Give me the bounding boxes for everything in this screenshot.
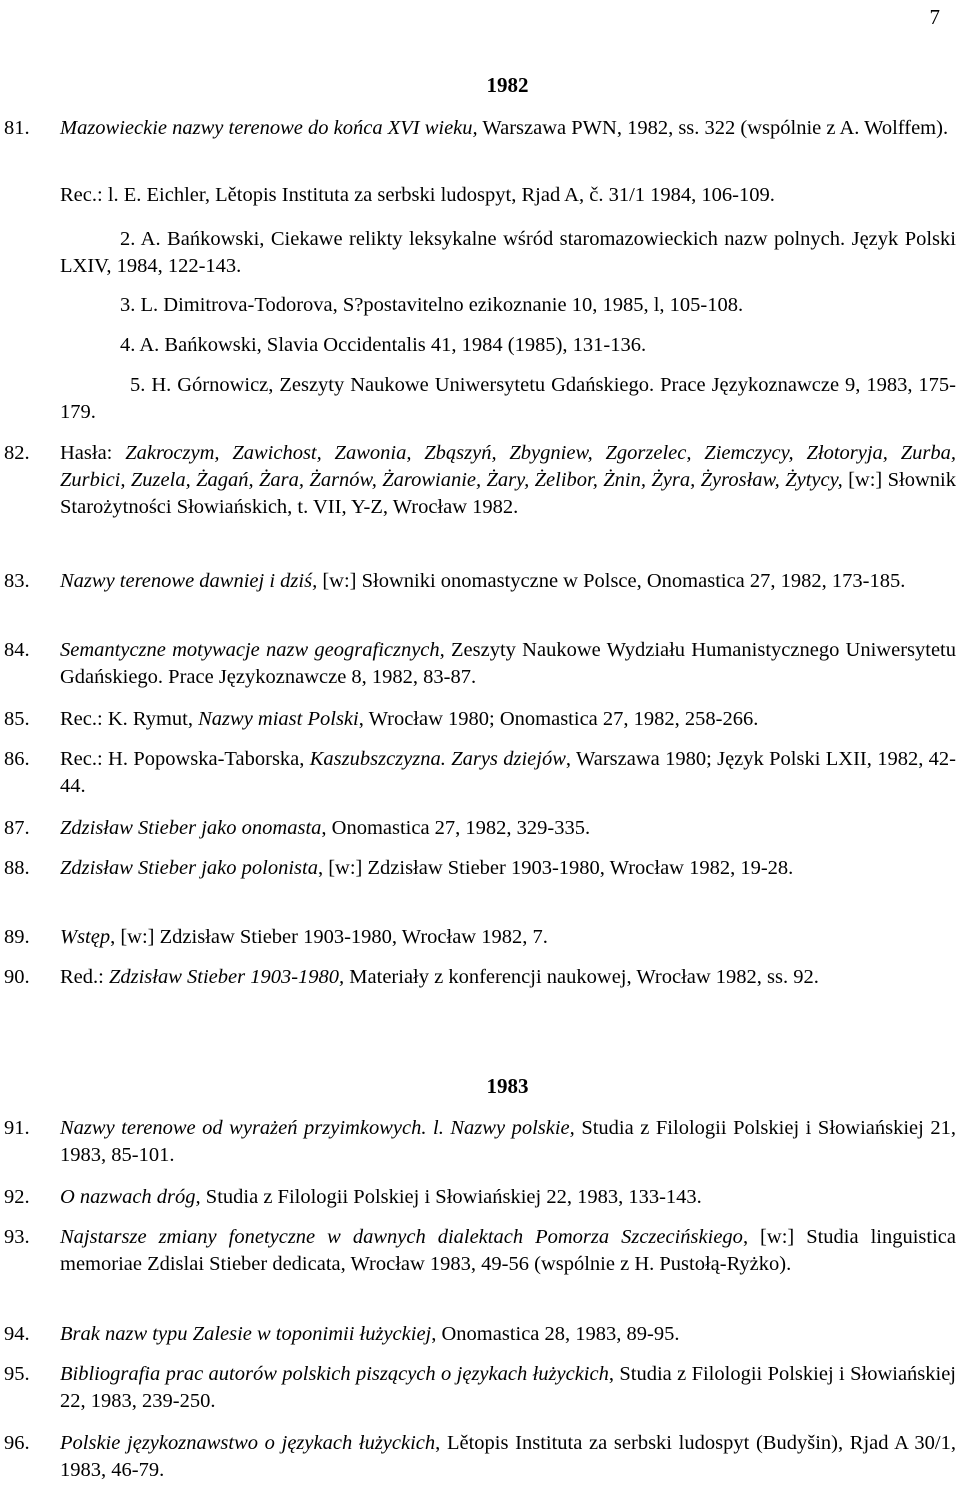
entry-text xyxy=(60,568,956,595)
entry-title: Semantyczne motywacje nazw geograficznych, xyxy=(60,639,445,661)
entry-text xyxy=(60,706,956,733)
entry-number: 94. xyxy=(4,1323,30,1345)
entry-title: Mazowieckie nazwy terenowe do końca XVI wieku, xyxy=(60,117,478,139)
entry-text xyxy=(60,1321,956,1348)
entry-number: 86. xyxy=(4,748,30,770)
review-line: 3. L. Dimitrova-Todorova, S?postavitelno ezikoznanie 10, 1985, l, 105-108. xyxy=(120,294,744,316)
entry-prefix: Hasła: xyxy=(60,442,126,464)
entry-number: 82. xyxy=(4,442,30,464)
year-heading-1983: 1983 xyxy=(486,1074,529,1098)
entry-details: , Studia z Filologii Polskiej i Słowiańskiej 22, 1983, 239-250. xyxy=(60,1363,957,1412)
entry-number: 88. xyxy=(4,857,30,879)
entry-text xyxy=(60,815,956,842)
entry-details: , [w:] Zdzisław Stieber 1903-1980, Wrocław 1982, 19-28. xyxy=(317,857,794,879)
entry-text xyxy=(60,1184,956,1211)
entry-details: Zeszyty Naukowe Wydziału Humanistycznego Uniwersytetu Gdańskiego. Prace Językoznawcze 8, 1982, 83-87. xyxy=(60,639,957,688)
entry-title: Zdzisław Stieber jako polonista xyxy=(60,857,318,879)
entry-text xyxy=(60,1361,956,1415)
entry-details: , Wrocław 1980; Onomastica 27, 1982, 258-266. xyxy=(358,708,759,730)
entry-details: Materiały z konferencji naukowej, Wrocław 1982, ss. 92. xyxy=(344,966,819,988)
entry-details: , Warszawa 1980; Język Polski LXII, 1982, 42-44. xyxy=(60,748,956,797)
entry-text xyxy=(60,637,956,691)
entry-title: Zakroczym, Zawichost, Zawonia, Zbąszyń, Zbygniew, Zgorzelec, Ziemczycy, Złotoryja, Zurba, Zurbici, Zuzela, Żagań, Żara, Żarnów, Żarowianie, Żary, Żelibor, Żnin, Żyra, Żyrosław, Żytycy, xyxy=(60,442,956,491)
entry-number: 93. xyxy=(4,1226,30,1248)
entry-title: O nazwach dróg, xyxy=(60,1186,201,1208)
entry-details: [w:] Słowniki onomastyczne w Polsce, Onomastica 27, 1982, 173-185. xyxy=(317,570,906,592)
entry-number: 92. xyxy=(4,1186,30,1208)
review-line: Rec.: l. E. Eichler, Lětopis Instituta za serbski ludospyt, Rjad A, č. 31/1 1984, 106-109. xyxy=(60,184,775,206)
entry-title: Kaszubszczyzna. Zarys dziejów xyxy=(309,748,566,770)
entry-details: Warszawa PWN, 1982, ss. 322 (wspólnie z A. Wolffem). xyxy=(477,117,949,139)
review-line: 5. H. Górnowicz, Zeszyty Naukowe Uniwersytetu Gdańskiego. Prace Językoznawcze 9, 1983, 175-179. xyxy=(60,374,956,423)
entry-number: 87. xyxy=(4,817,30,839)
entry-details: Studia z Filologii Polskiej i Słowiańskiej 22, 1983, 133-143. xyxy=(200,1186,702,1208)
entry-prefix: Rec.: K. Rymut, xyxy=(60,708,199,730)
entry-number: 96. xyxy=(4,1432,30,1454)
year-heading-1982: 1982 xyxy=(486,73,529,97)
entry-details: , Onomastica 27, 1982, 329-335. xyxy=(321,817,591,839)
entry-details: , Lětopis Instituta za serbski ludospyt (Budyšin), Rjad A 30/1, 1983, 46-79. xyxy=(60,1432,957,1481)
entry-text xyxy=(60,440,956,521)
entry-title: Nazwy miast Polski xyxy=(198,708,359,730)
review-line: 4. A. Bańkowski, Slavia Occidentalis 41, 1984 (1985), 131-136. xyxy=(120,334,647,356)
entry-number: 95. xyxy=(4,1363,30,1385)
entry-number: 84. xyxy=(4,639,30,661)
entry-details: Studia z Filologii Polskiej i Słowiańskiej 21, 1983, 85-101. xyxy=(60,1117,957,1166)
entry-title: Wstęp xyxy=(60,926,111,948)
entry-number: 90. xyxy=(4,966,30,988)
entry-number: 89. xyxy=(4,926,30,948)
entry-prefix: Red.: xyxy=(60,966,109,988)
entry-details: , Onomastica 28, 1983, 89-95. xyxy=(431,1323,680,1345)
page-number: 7 xyxy=(929,5,940,29)
entry-text xyxy=(60,746,956,800)
entry-number: 85. xyxy=(4,708,30,730)
entry-title: Nazwy terenowe dawniej i dziś, xyxy=(60,570,318,592)
entry-text xyxy=(60,964,956,991)
entry-number: 81. xyxy=(4,117,30,139)
entry-title: Nazwy terenowe od wyrażeń przyimkowych. l. Nazwy polskie, xyxy=(60,1117,575,1139)
entry-text xyxy=(60,855,956,882)
entry-details: , [w:] Zdzisław Stieber 1903-1980, Wrocław 1982, 7. xyxy=(110,926,548,948)
entry-title: Zdzisław Stieber 1903-1980, xyxy=(108,966,345,988)
entry-text xyxy=(60,115,956,142)
entry-title: Bibliografia prac autorów polskich piszących o językach łużyckich xyxy=(60,1363,609,1385)
entry-title: Najstarsze zmiany fonetyczne w dawnych dialektach Pomorza Szczecińskiego xyxy=(60,1226,743,1248)
entry-text xyxy=(60,1224,956,1278)
entry-title: Zdzisław Stieber jako onomasta xyxy=(60,817,322,839)
entry-text xyxy=(60,1430,956,1484)
entry-number: 83. xyxy=(4,570,30,592)
entry-text xyxy=(60,924,956,951)
entry-title: Polskie językoznawstwo o językach łużyckich xyxy=(60,1432,436,1454)
entry-number: 91. xyxy=(4,1117,30,1139)
entry-details: , [w:] Studia linguistica memoriae Zdislai Stieber dedicata, Wrocław 1983, 49-56 (wspólnie z H. Pustołą-Ryżko). xyxy=(60,1226,957,1275)
entry-details: [w:] Słownik Starożytności Słowiańskich, t. VII, Y-Z, Wrocław 1982. xyxy=(60,469,957,518)
entry-prefix: Rec.: H. Popowska-Taborska, xyxy=(60,748,310,770)
entry-title: Brak nazw typu Zalesie w toponimii łużyckiej xyxy=(60,1323,432,1345)
entry-text xyxy=(60,1115,956,1169)
review-line: 2. A. Bańkowski, Ciekawe relikty leksykalne wśród staromazowieckich nazw polnych. Język Polski LXIV, 1984, 122-143. xyxy=(60,228,956,277)
